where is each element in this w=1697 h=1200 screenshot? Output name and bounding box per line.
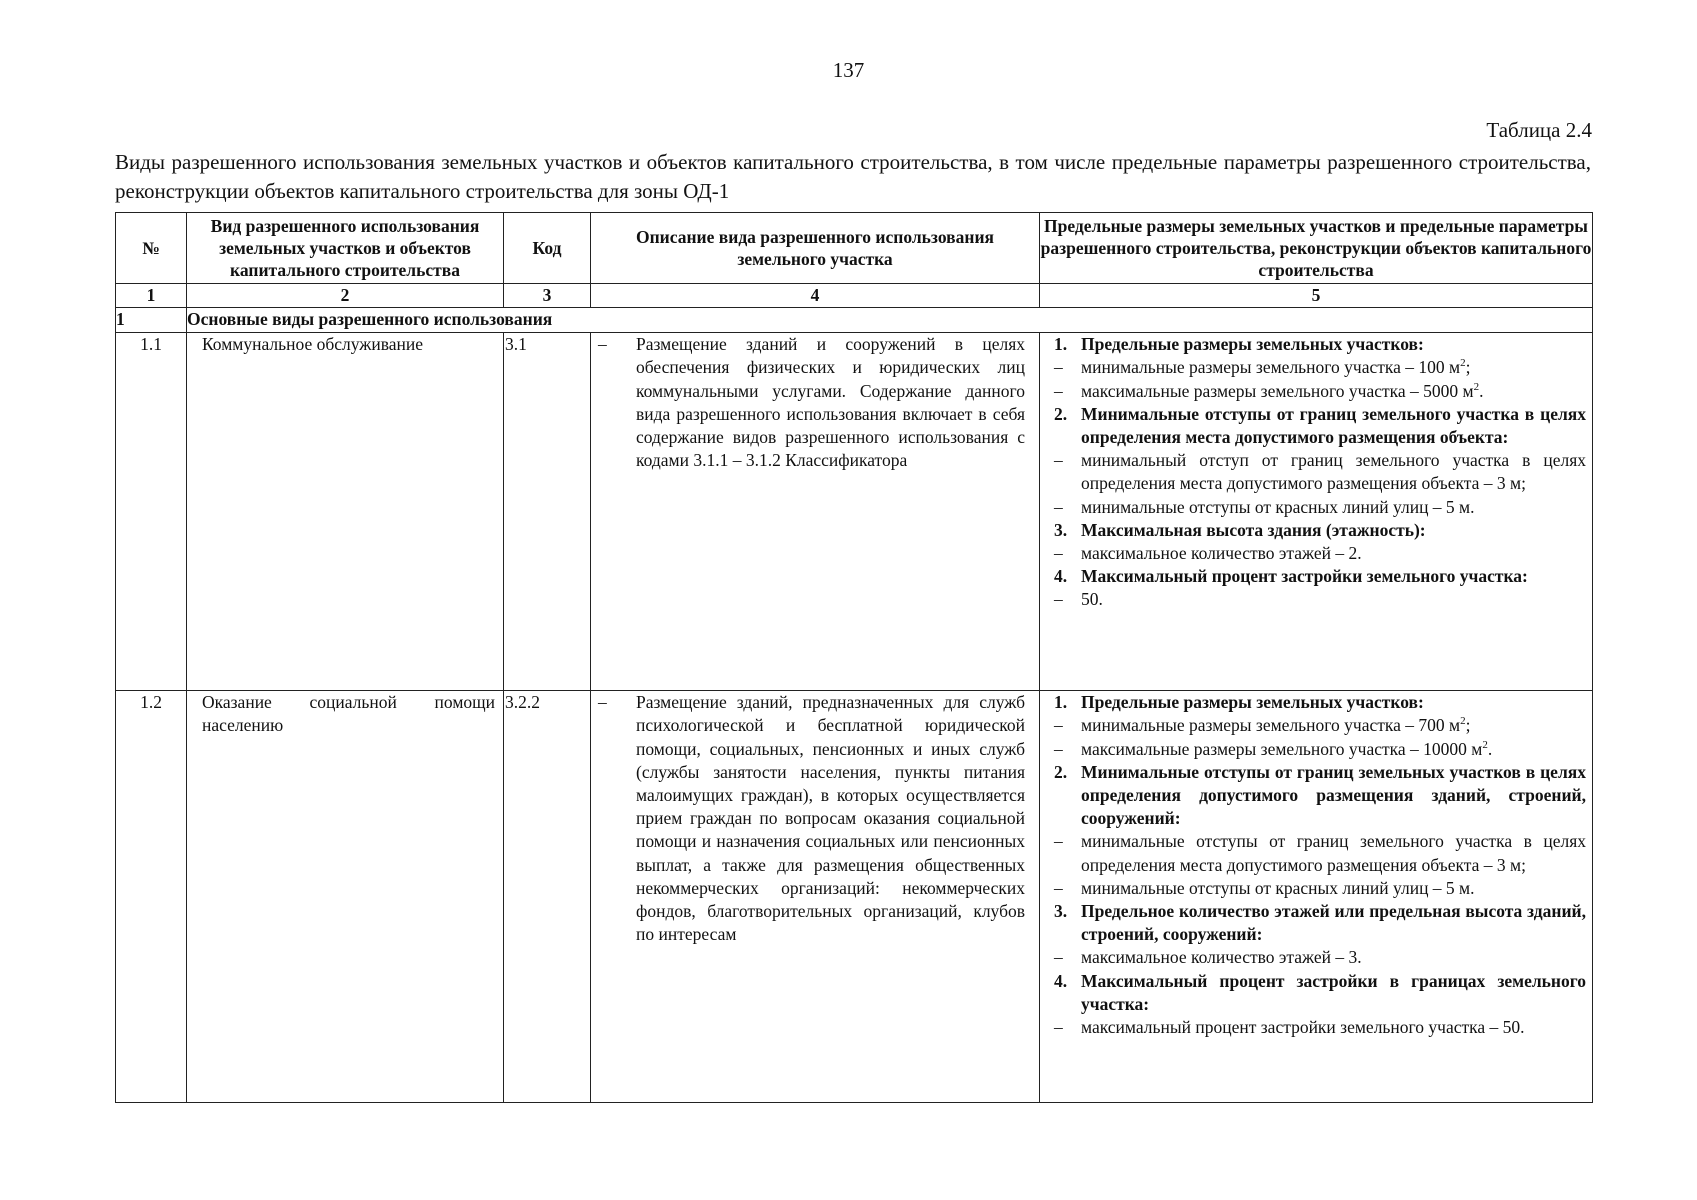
parameter-text: 50. <box>1081 589 1103 610</box>
table-row <box>116 691 1593 1103</box>
parameter-text: Предельные размеры земельных участков: <box>1081 692 1424 713</box>
parameter-text: минимальные отступы от красных линий улиц – 5 м. <box>1081 877 1475 898</box>
use-kind: Коммунальное обслуживание <box>187 333 504 691</box>
row-number: 1.1 <box>116 333 187 691</box>
parameter-heading <box>1048 970 1586 1016</box>
parameter-text: минимальные отступы от границ земельного участка в целях определения места допустимого размещения объекта – 3 м; <box>1081 831 1586 875</box>
parameter-item <box>1048 877 1586 900</box>
parameter-item <box>1048 542 1586 565</box>
list-marker: – <box>1054 1017 1063 1038</box>
parameter-text: минимальные отступы от красных линий улиц – 5 м. <box>1081 496 1475 517</box>
use-description: – Размещение зданий и сооружений в целях обеспечения физических и юридических лиц коммунальными услугами. Содержание данного вида разрешенного использования включает в себя содержание видов разрешенного использования с кодами 3.1.1 – 3.1.2 Классификатора <box>591 333 1040 691</box>
parameter-text: минимальный отступ от границ земельного участка в целях определения места допустимого размещения объекта – 3 м; <box>1081 450 1586 494</box>
parameter-text: максимальный процент застройки земельного участка – 50. <box>1081 1017 1525 1038</box>
list-marker: 1. <box>1054 334 1068 355</box>
parameter-item <box>1048 714 1586 737</box>
parameter-text: максимальные размеры земельного участка – 5000 $м^2$. <box>1081 380 1484 401</box>
parameter-heading <box>1048 519 1586 542</box>
table-label: Таблица 2.4 <box>1486 118 1592 142</box>
table-header-row <box>116 213 1593 284</box>
list-marker: 2. <box>1054 761 1068 782</box>
parameter-item <box>1048 830 1586 876</box>
column-number: 1 <box>116 284 187 308</box>
list-marker: – <box>1054 877 1063 898</box>
column-number: 5 <box>1040 284 1593 308</box>
list-marker: – <box>1054 357 1063 378</box>
row-number: 1.2 <box>116 691 187 1103</box>
parameter-item <box>1048 356 1586 379</box>
use-code: 3.1 <box>504 333 591 691</box>
use-kind: Оказание социальной помощи населению <box>187 691 504 1103</box>
parameter-text: максимальное количество этажей – 3. <box>1081 947 1362 968</box>
parameter-text: минимальные размеры земельного участка – 100 $м^2$; <box>1081 357 1471 378</box>
parameter-heading <box>1048 900 1586 946</box>
parameter-text: Предельные размеры земельных участков: <box>1081 334 1424 355</box>
parameter-text: Максимальная высота здания (этажность): <box>1081 519 1426 540</box>
column-number: 2 <box>187 284 504 308</box>
parameter-text: Предельное количество этажей или предельная высота зданий, строений, сооружений: <box>1081 901 1586 945</box>
parameter-text: максимальное количество этажей – 2. <box>1081 543 1362 564</box>
section-row <box>116 308 1593 333</box>
list-marker: 3. <box>1054 901 1068 922</box>
column-number: 3 <box>504 284 591 308</box>
list-marker: – <box>1054 450 1063 471</box>
header-description: Описание вида разрешенного использования земельного участка <box>591 213 1040 284</box>
parameter-item <box>1048 738 1586 761</box>
parameter-text: Максимальный процент застройки земельного участка: <box>1081 566 1528 587</box>
list-marker: 3. <box>1054 519 1068 540</box>
column-number: 4 <box>591 284 1040 308</box>
parameter-text: Максимальный процент застройки в границах земельного участка: <box>1081 970 1586 1014</box>
list-marker: 2. <box>1054 403 1068 424</box>
list-marker: – <box>1054 831 1063 852</box>
list-marker: – <box>1054 589 1063 610</box>
parameter-heading <box>1048 565 1586 588</box>
list-marker: – <box>1054 738 1063 759</box>
parameter-item <box>1048 380 1586 403</box>
table-row <box>116 333 1593 691</box>
list-marker: 4. <box>1054 970 1068 991</box>
parameter-heading <box>1048 691 1586 714</box>
use-code: 3.2.2 <box>504 691 591 1103</box>
use-description: – Размещение зданий, предназначенных для служб психологической и бесплатной юридической помощи, социальных, пенсионных и иных служб (службы занятости населения, пункты питания малоимущих граждан), в которых осуществляется прием граждан по вопросам оказания социальной помощи и назначения социальных или пенсионных выплат, а также для размещения общественных некоммерческих организаций: некоммерческих фондов, благотворительных организаций, клубов по интересам <box>591 691 1040 1103</box>
section-number: 1 <box>116 308 187 333</box>
parameter-item <box>1048 1016 1586 1039</box>
parameter-text: Минимальные отступы от границ земельных участков в целях определения допустимого размещения зданий, строений, сооружений: <box>1081 761 1586 829</box>
header-num: № <box>116 213 187 284</box>
parameter-text: максимальные размеры земельного участка – 10000 $м^2$. <box>1081 738 1493 759</box>
list-marker: – <box>1054 715 1063 736</box>
header-code: Код <box>504 213 591 284</box>
table-caption: Виды разрешенного использования земельных участков и объектов капитального строительства, в том числе предельные параметры разрешенного строительства, реконструкции объектов капитального строительства для зоны ОД-1 <box>115 150 1591 203</box>
use-parameters <box>1040 333 1593 691</box>
parameter-text: Минимальные отступы от границ земельного участка в целях определения места допустимого размещения объекта: <box>1081 403 1586 448</box>
list-marker: – <box>1054 947 1063 968</box>
header-kind: Вид разрешенного использования земельных участков и объектов капитального строительства <box>187 213 504 284</box>
list-marker: 4. <box>1054 566 1068 587</box>
page-number: 137 <box>832 58 865 82</box>
section-title: Основные виды разрешенного использования <box>187 308 1593 333</box>
parameter-item <box>1048 946 1586 969</box>
zoning-table <box>115 212 1593 1103</box>
list-marker: – <box>1054 496 1063 517</box>
parameter-heading <box>1048 761 1586 831</box>
use-parameters <box>1040 691 1593 1103</box>
parameter-text: минимальные размеры земельного участка – 700 $м^2$; <box>1081 715 1471 736</box>
header-limits: Предельные размеры земельных участков и предельные параметры разрешенного строительства, реконструкции объектов капитального строительства <box>1040 213 1593 284</box>
parameter-item <box>1048 449 1586 495</box>
list-marker: – <box>1054 380 1063 401</box>
list-marker: – <box>1054 543 1063 564</box>
parameter-item <box>1048 496 1586 519</box>
parameter-item <box>1048 588 1586 611</box>
parameter-heading <box>1048 403 1586 449</box>
column-number-row <box>116 284 1593 308</box>
list-marker: 1. <box>1054 692 1068 713</box>
parameter-heading <box>1048 333 1586 356</box>
